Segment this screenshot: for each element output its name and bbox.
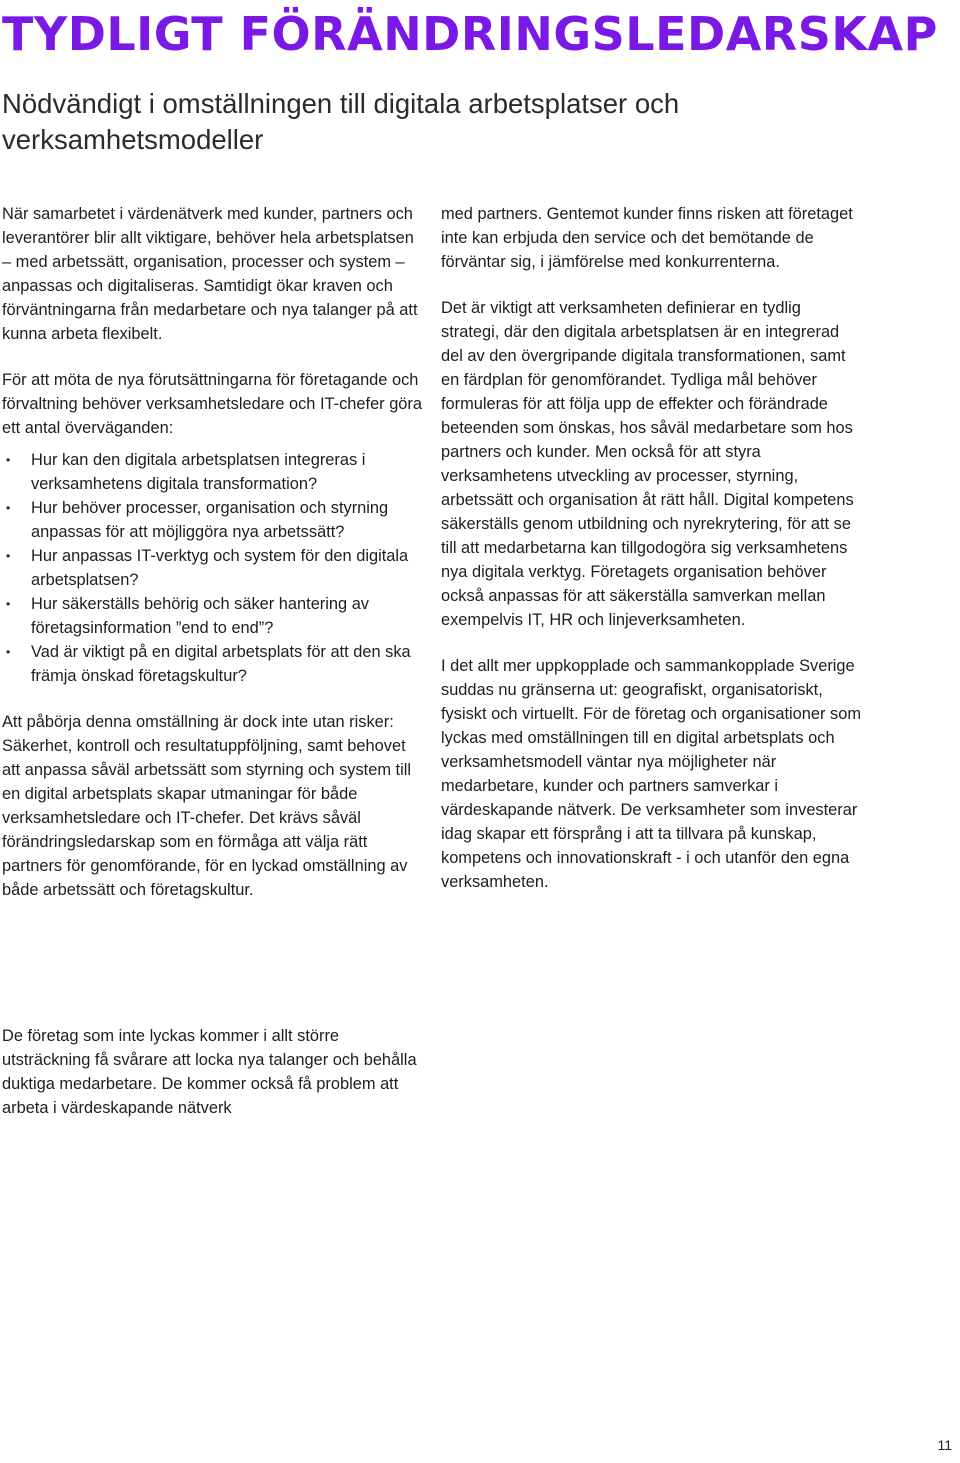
list-item [2, 592, 422, 640]
left-column [2, 202, 422, 924]
bullet-icon: • [6, 549, 11, 563]
partners-paragraph: med partners. Gentemot kunder finns risken att företaget inte kan erbjuda den service och det bemötande de förväntar sig, i jämförelse med konkurrenterna. [441, 205, 853, 271]
list-item [2, 544, 422, 592]
bullet-icon: • [6, 597, 11, 611]
consequences-paragraph: De företag som inte lyckas kommer i allt större utsträckning få svårare att locka nya talanger och behålla duktiga medarbetare. De kommer också få problem att arbeta i värdeskapande nätverk [2, 1027, 417, 1117]
bottom-left-column [2, 1024, 422, 1142]
list-item-text: Vad är viktigt på en digital arbetsplats för att den ska främja önskad företagskultur? [31, 643, 411, 685]
strategy-paragraph: Det är viktigt att verksamheten definierar en tydlig strategi, där den digitala arbetsplatsen är en integrerad del av den övergripande digitala transformationen, samt en färdplan för genomförandet. Tydliga mål behöver formuleras för att följa upp de effekter och förändrade beteenden som önskas, hos såväl medarbetare som hos partners och kunder. Men också för att styra verksamhetens utveckling av processer, styrning, arbetssätt och organisation åt rätt håll. Digital kompetens säkerställs genom utbildning och nyrekrytering, för att se till att medarbetarna kan tillgodogöra sig verksamhetens nya digitala verktyg. Företagets organisation behöver också anpassas för att säkerställa samverkan mellan exempelvis IT, HR och linjeverksamheten. [441, 299, 854, 629]
list-item [2, 496, 422, 544]
bullet-icon: • [6, 453, 11, 467]
list-item [2, 448, 422, 496]
risks-paragraph: Att påbörja denna omställning är dock inte utan risker: Säkerhet, kontroll och resultatuppföljning, samt behovet att anpassa såväl arbetssätt som styrning och system till en digital arbetsplats skapar utmaningar för både verksamhetsledare och IT-chefer. Det krävs såväl förändringsledarskap som en förmåga att välja rätt partners för genomförande, för en lyckad omställning av både arbetssätt och företagskultur. [2, 713, 412, 899]
considerations-intro-paragraph: För att möta de nya förutsättningarna för företagande och förvaltning behöver verksamhetsledare och IT-chefer göra ett antal överväganden: [2, 371, 423, 437]
list-item-text: Hur behöver processer, organisation och styrning anpassas för att möjliggöra nya arbetssätt? [31, 499, 389, 541]
list-item-text: Hur kan den digitala arbetsplatsen integreras i verksamhetens digitala transformation? [31, 451, 366, 493]
networks-paragraph: I det allt mer uppkopplade och sammankopplade Sverige suddas nu gränserna ut: geografiskt, organisatoriskt, fysiskt och virtuellt. För de företag och organisationer som lyckas med omställningen till en digital arbetsplats och verksamhetsmodell väntar nya möjligheter när medarbetare, kunder och partners samverkar i värdeskapande nätverk. De verksamheter som investerar idag skapar ett försprång i att ta tillvara på kunskap, kompetens och innovationskraft - i och utanför den egna verksamheten. [441, 657, 861, 891]
right-column [441, 202, 861, 916]
page-subtitle: Nödvändigt i omställningen till digitala arbetsplatser och verksamhetsmodeller [2, 88, 680, 155]
bullet-icon: • [6, 645, 11, 659]
page-number: 11 [937, 1437, 952, 1453]
list-item-text: Hur säkerställs behörig och säker hantering av företagsinformation ”end to end”? [31, 595, 370, 637]
page-title: TYDLIGT FÖRÄNDRINGSLEDARSKAP [2, 7, 938, 61]
intro-paragraph: När samarbetet i värdenätverk med kunder, partners och leverantörer blir allt viktigare, behöver hela arbetsplatsen – med arbetssätt, organisation, processer och system – anpassas och digitaliseras. Samtidigt ökar kraven och förväntningarna från medarbetare och nya talanger på att kunna arbeta flexibelt. [2, 205, 418, 343]
considerations-list [2, 448, 422, 688]
bullet-icon: • [6, 501, 11, 515]
list-item [2, 640, 422, 688]
list-item-text: Hur anpassas IT-verktyg och system för den digitala arbetsplatsen? [31, 547, 409, 589]
